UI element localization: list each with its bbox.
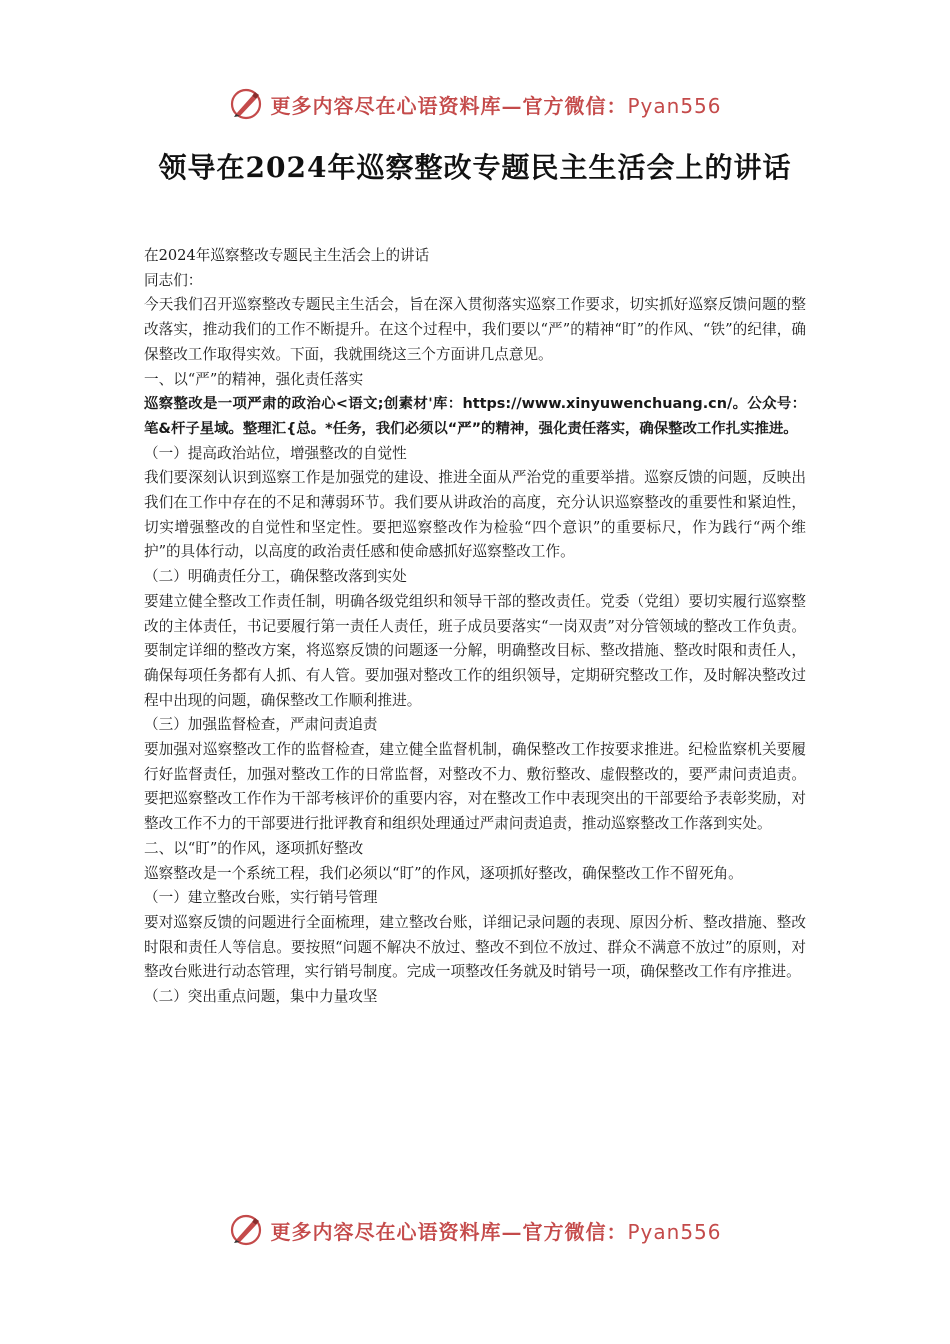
watermark-text: 更多内容尽在心语资料库—官方微信：Pyan556 bbox=[270, 93, 722, 118]
body-paragraph: 要建立健全整改工作责任制，明确各级党组织和领导干部的整改责任。党委（党组）要切实履行巡察整改的主体责任，书记要履行第一责任人责任，班子成员要落实“一岗双责”对分管领域的整改工作负责。要制定详细的整改方案，将巡察反馈的问题逐一分解，明确整改目标、整改措施、整改时限和责任人，确保每项任务都有人抓、有人管。要加强对整改工作的组织领导，定期研究整改工作，及时解决整改过程中出现的问题，确保整改工作顺利推进。 bbox=[144, 592, 806, 709]
body-paragraph: 同志们： bbox=[144, 271, 203, 289]
subsection-heading: （三）加强监督检查，严肃问责追责 bbox=[144, 716, 378, 734]
section-heading: 一、以“严”的精神，强化责任落实 bbox=[144, 370, 364, 388]
watermark-text: 更多内容尽在心语资料库—官方微信：Pyan556 bbox=[270, 1219, 722, 1244]
watermark-banner-top bbox=[0, 84, 950, 124]
body-paragraph: 今天我们召开巡察整改专题民主生活会，旨在深入贯彻落实巡察工作要求，切实抓好巡察反馈问题的整改落实，推动我们的工作不断提升。在这个过程中，我们要以“严”的精神“盯”的作风、“铁”的纪律，确保整改工作取得实效。下面，我就围绕这三个方面讲几点意见。 bbox=[144, 296, 806, 363]
pen-logo-icon bbox=[228, 1212, 264, 1248]
promo-paragraph: 巡察整改是一项严肃的政治心<语文;创素材'库：https://www.xinyuwenchuang.cn/。公众号：笔&杆子星域。整理汇{总。*任务，我们必须以“严”的精神，强化责任落实，确保整改工作扎实推进。 bbox=[144, 396, 806, 437]
body-paragraph: 要对巡察反馈的问题进行全面梳理，建立整改台账，详细记录问题的表现、原因分析、整改措施、整改时限和责任人等信息。要按照“问题不解决不放过、整改不到位不放过、群众不满意不放过”的原则，对整改台账进行动态管理，实行销号制度。完成一项整改任务就及时销号一项，确保整改工作有序推进。 bbox=[144, 913, 806, 981]
subsection-heading: （一）提高政治站位，增强整改的自觉性 bbox=[144, 444, 407, 462]
subsection-heading: （二）突出重点问题，集中力量攻坚 bbox=[144, 988, 378, 1006]
section-heading: 二、以“盯”的作风，逐项抓好整改 bbox=[144, 839, 364, 857]
watermark-banner-bottom bbox=[0, 1210, 950, 1250]
body-paragraph: 要加强对巡察整改工作的监督检查，建立健全监督机制，确保整改工作按要求推进。纪检监察机关要履行好监督责任，加强对整改工作的日常监督，对整改不力、敷衍整改、虚假整改的，要严肃问责追责。要把巡察整改工作作为干部考核评价的重要内容，对在整改工作中表现突出的干部要给予表彰奖励，对整改工作不力的干部要进行批评教育和组织处理通过严肃问责追责，推动巡察整改工作落到实处。 bbox=[144, 741, 806, 833]
document-body bbox=[144, 244, 806, 1010]
body-paragraph: 在2024年巡察整改专题民主生活会上的讲话 bbox=[144, 247, 430, 264]
pen-logo-icon bbox=[228, 86, 264, 122]
body-paragraph: 我们要深刻认识到巡察工作是加强党的建设、推进全面从严治党的重要举措。巡察反馈的问题，反映出我们在工作中存在的不足和薄弱环节。我们要从讲政治的高度，充分认识巡察整改的重要性和紧迫性，切实增强整改的自觉性和坚定性。要把巡察整改作为检验“四个意识”的重要标尺，作为践行“两个维护”的具体行动，以高度的政治责任感和使命感抓好巡察整改工作。 bbox=[144, 469, 806, 561]
body-paragraph: 巡察整改是一个系统工程，我们必须以“盯”的作风，逐项抓好整改，确保整改工作不留死角。 bbox=[144, 864, 743, 882]
subsection-heading: （二）明确责任分工，确保整改落到实处 bbox=[144, 568, 407, 586]
subsection-heading: （一）建立整改台账，实行销号管理 bbox=[144, 889, 378, 907]
document-title: 领导在2024年巡察整改专题民主生活会上的讲话 bbox=[158, 151, 792, 184]
